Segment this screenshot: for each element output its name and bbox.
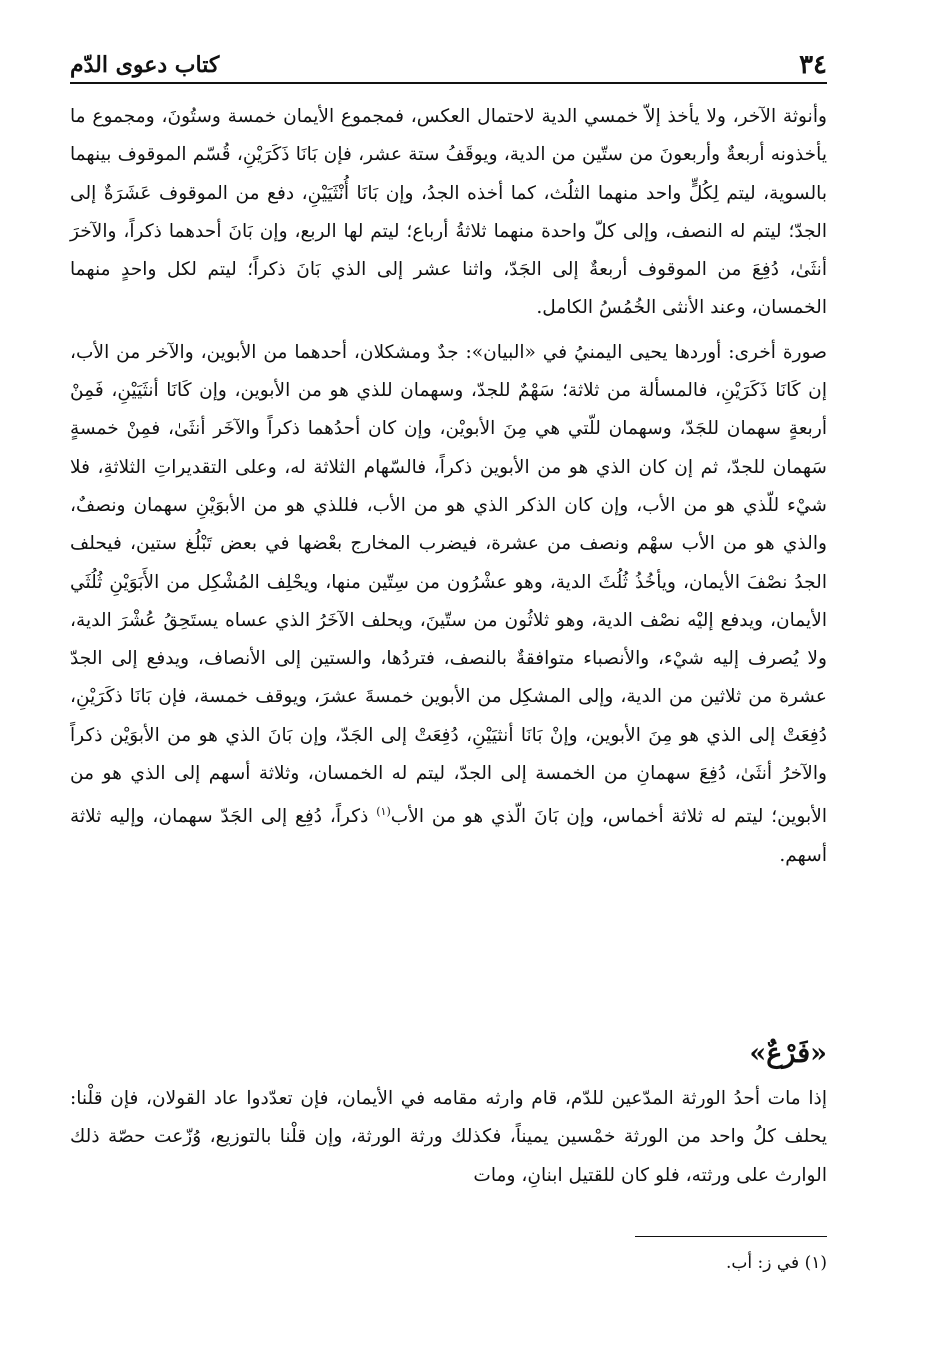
paragraph: وأنوثة الآخر، ولا يأخذ إلاّ خمسي الدية لاحتمال العكس، فمجموع الأيمان خمسة وستُونَ، ومجموع ما يأخذونه أربعةٌ وأربعونَ من ستّين من الدية، ويوقَفُ ستة عشر، فإن بَانَا ذَكَرَيْنِ، قُسّم الموقوف بينهما بالسوية، ليتم لِكُلٍّ واحد منهما الثلُث، كما أخذه الجدُ، وإن بَانَا أُنْثَيَيْنِ، دفع من الموقوف عَشَرَةٌ إلى الجدّ؛ ليتم له النصف، وإلى كلّ واحدة منهما ثلاثةُ أرباع؛ ليتم لها الربع، وإن بَانَ أحدهما ذكراً، والآخرَ أنثَىٰ، دُفِعَ من الموقوف أربعةٌ إلى الجَدّ، واثنا عشر إلى الذي بَانَ ذكراً؛ ليتم لكل واحدٍ منهما الخمسان، وعند الأنثى الخُمُسُ الكامل.: [70, 106, 828, 319]
paragraph: [70, 334, 827, 875]
paragraph: إذا مات أحدُ الورثة المدّعين للدّم، قام وارثه مقامه في الأيمان، فإن تعدّدوا عاد القولان، فإن قلْنا: يحلف كلُ واحد من الورثة خمْسين يميناً، فكذلك ورثة الورثة، وإن قلْنا بالتوزيع، وُزّعت حصّة ذلك الوارث على ورثته، فلو كان للقتيل ابنانِ، ومات: [70, 1088, 827, 1186]
section-body: [70, 1080, 827, 1195]
footnote: (١) في ز: أب.: [726, 1253, 827, 1273]
paragraph-text: صورة أخرى: أوردها يحيى اليمنيُ في «البيان»: جدٌ ومشكلان، أحدهما من الأبوين، والآخر من الأب، إن كَانَا ذَكَرَيْنِ، فالمسألة من ثلاثة؛ سَهْمٌ للجدّ، وسهمان للذي هو من الأبوين، وإن كَانَا أنثَيَيْنِ، فَمِنْ أربعةٍ سهمان للجَدّ، وسهمان للّتي هي مِنَ الأبويْن، وإن كان أحدُهما ذكراً والآخَر أنثَىٰ، فمِنْ خمسةٍ سَهمان للجدّ، ثم إن كان الذي هو من الأبوين ذكراً، فالسّهام الثلاثة له، وعلى التقديراتِ الثلاثةِ، فلا شيْء للّذي هو من الأب، وإن كان الذكر الذي هو من الأب، فللذي هو من الأبوَيْنِ سهمان ونصفٌ، والذي هو من الأب سهْم ونصف من عشرة، فيضرب المخارج بعْضها في بعض تَبْلُغ ستين، فيحلف الجدُ نصْفَ الأيمان، ويأخُذُ ثُلُثَ الدية، وهو عشْرُون من سِتّين منها، ويحْلِف المُشْكِل من الأَبَوَيْنِ ثُلُثَي الأيمان، ويدفع إليْه نصْف الدية، وهو ثلاثُون من ستّينَ، ويحلف الآخَرُ الذي عساه يستَحِقُ عُشْرَ الدية، ولا يُصرف إليه شيْء، والأنصباء متوافقةٌ بالنصف، فتردُها، والستين إلى الأنصاف، ويدفع إلى الجدّ عشرة من ثلاثين من الدية، وإلى المشكِل من الأبوين خمسةَ عشرَ، ويوقف خمسة، فإن بَانَا ذكَرَيْنِ، دُفِعَتْ إلى الذي هو مِنَ الأبوين، وإنْ بَانَا أنثيَيْنِ، دُفِعَتْ إلى الجَدّ، وإن بَانَ الذي هو من الأبوَيْن ذكراً والآخرُ أنثَىٰ، دُفِعَ سهمانِ من الخمسة إلى الجدّ، ليتم له الخمسان، وثلاثة أسهم إلى الذي هو من الأبوين؛ ليتم له ثلاثة أخماس، وإن بَانَ الّذي هو من الأب: [70, 341, 828, 828]
footnote-divider: [635, 1236, 827, 1237]
page-header: [70, 42, 827, 84]
running-title: كتاب دعوى الدّم: [70, 52, 220, 78]
section-heading: «فَرْعٌ»: [749, 1038, 827, 1069]
footnote-marker: (١): [376, 805, 391, 819]
page-number: ٣٤: [799, 50, 827, 80]
paragraph-text-end: ذكراً، دُفِع إلى الجَدّ سهمان، وإليه ثلاثة أسهم.: [70, 806, 827, 866]
document-page: [70, 0, 827, 1347]
main-text: [70, 98, 827, 875]
